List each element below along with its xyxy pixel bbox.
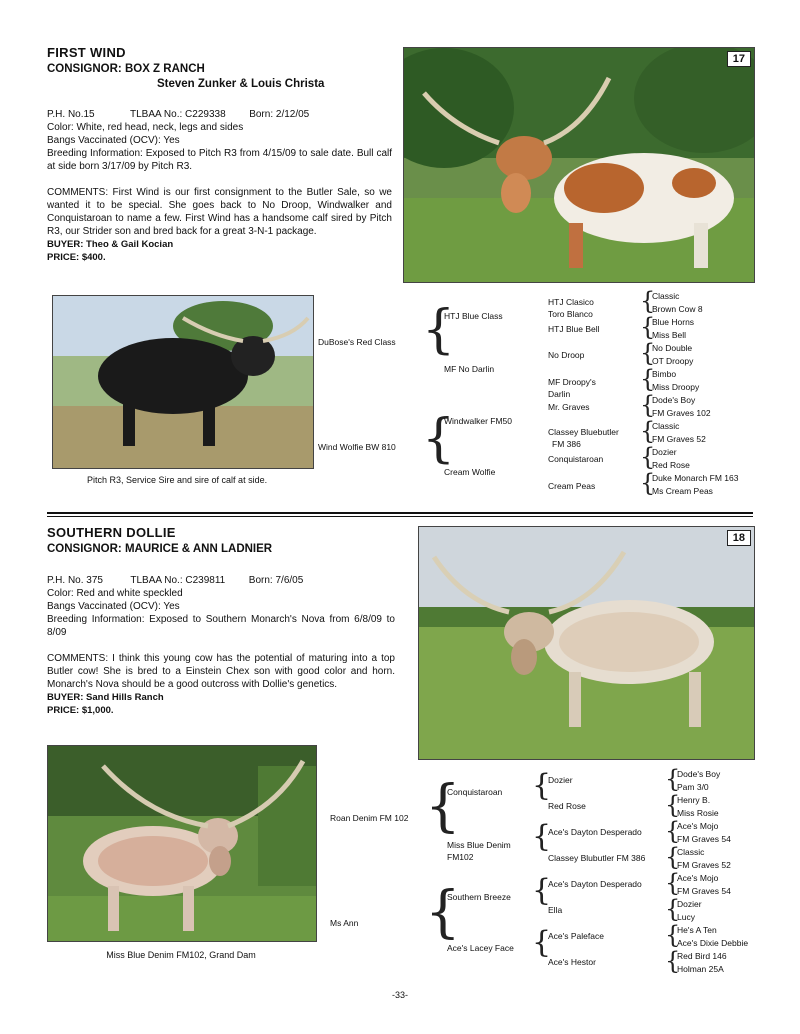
lot1-main-photo [403, 47, 755, 283]
lot1-brace-dam: { [422, 409, 456, 469]
lot1-g4-4: Miss Bell [652, 330, 687, 340]
lot2-details [47, 574, 395, 717]
lot1-cow-illustration [404, 48, 754, 282]
lot2-g2-1: Conquistaroan [447, 787, 503, 797]
lot1-g3-7: Mr. Graves [548, 402, 590, 412]
lot2-registration-line [47, 574, 395, 587]
section-divider-bottom [47, 516, 753, 517]
lot1-details [47, 108, 392, 264]
lot1-tlbaa-no: TLBAA No.: C229338 [130, 109, 226, 120]
lot2-g4-11: Dozier [677, 899, 702, 909]
lot2-title: SOUTHERN DOLLIE [47, 525, 176, 540]
lot1-g2-4: Cream Wolfie [444, 467, 496, 477]
lot2-photo-caption: Miss Blue Denim FM102, Grand Dam [106, 950, 256, 960]
lot1-brace-g4-5: { [640, 391, 656, 419]
lot1-brace-g4-1: { [640, 287, 656, 315]
lot1-dam: Wind Wolfie BW 810 [318, 442, 396, 452]
lot1-g4-1: Classic [652, 291, 680, 301]
lot2-buyer: BUYER: Sand Hills Ranch [47, 692, 164, 703]
lot1-g3-11: Cream Peas [548, 481, 596, 491]
lot1-g3-5: MF Droopy's [548, 377, 596, 387]
lot2-g4-1: Dode's Boy [677, 769, 721, 779]
lot2-brace-sire: { [425, 774, 461, 839]
lot2-g4-7: Classic [677, 847, 705, 857]
lot2-consignor: CONSIGNOR: MAURICE & ANN LADNIER [47, 543, 273, 555]
lot1-registration-line [47, 108, 392, 121]
lot2-g3-1: Dozier [548, 775, 573, 785]
section-divider-top [47, 512, 753, 514]
lot1-g4-5: No Double [652, 343, 693, 353]
lot1-number-badge: 17 [727, 51, 751, 67]
lot1-brace-g4-7: { [640, 443, 656, 471]
lot2-g3-2: Red Rose [548, 801, 586, 811]
lot1-consignor: CONSIGNOR: BOX Z RANCH [47, 63, 205, 75]
lot2-g3-6: Ella [548, 905, 563, 915]
lot2-breeding: Breeding Information: Exposed to Southern Monarch's Nova from 6/8/09 to 8/09 [47, 614, 395, 638]
lot1-ph-no: P.H. No.15 [47, 109, 95, 120]
lot2-g4-8: FM Graves 52 [677, 860, 731, 870]
lot1-g3-1: HTJ Clasico [548, 297, 594, 307]
lot2-brace-g4-6: { [665, 895, 681, 923]
lot1-g2-3: Windwalker FM50 [444, 416, 513, 426]
lot1-g2-1: HTJ Blue Class [444, 311, 503, 321]
lot1-brace-g4-8: { [640, 469, 656, 497]
lot1-g3-6: Darlin [548, 389, 571, 399]
lot2-ph-no: P.H. No. 375 [47, 575, 103, 586]
lot1-g3-10: Conquistaroan [548, 454, 604, 464]
lot2-brace-g4-5: { [665, 869, 681, 897]
lot1-price: PRICE: $400. [47, 252, 106, 263]
lot1-brace-g4-4: { [640, 365, 656, 393]
lot2-g3-7: Ace's Paleface [548, 931, 604, 941]
lot1-brace-sire: { [422, 300, 456, 360]
lot2-brace-g4-8: { [665, 947, 681, 975]
lot2-g3-8: Ace's Hestor [548, 957, 596, 967]
lot2-brace-g3-4: { [532, 925, 552, 960]
lot2-g4-6: FM Graves 54 [677, 834, 731, 844]
lot1-photo-caption: Pitch R3, Service Sire and sire of calf at side. [87, 475, 268, 485]
lot1-g4-6: OT Droopy [652, 356, 694, 366]
lot2-g2-4: Southern Breeze [447, 892, 511, 902]
lot2-g4-3: Henry B. [677, 795, 711, 805]
lot1-g4-11: Classic [652, 421, 680, 431]
lot1-color: Color: White, red head, neck, legs and sides [47, 122, 244, 133]
lot2-grand-dam-photo [47, 745, 317, 942]
lot2-main-photo [418, 526, 755, 760]
lot2-g4-16: Holman 25A [677, 964, 724, 974]
lot1-g4-14: Red Rose [652, 460, 690, 470]
lot1-g4-12: FM Graves 52 [652, 434, 706, 444]
lot2-g2-5: Ace's Lacey Face [447, 943, 514, 953]
lot2-g4-10: FM Graves 54 [677, 886, 731, 896]
lot2-comments: COMMENTS: I think this young cow has the potential of maturing into a top Butler cow! She is bred to a Einstein Chex son with good color and horn. Monarch's Nova should be a good outcross with Dollie's genetics. [47, 653, 395, 690]
lot2-cow-illustration [419, 527, 754, 759]
lot2-brace-g4-2: { [665, 791, 681, 819]
lot2-color: Color: Red and white speckled [47, 588, 183, 599]
lot1-born: Born: 2/12/05 [249, 109, 310, 120]
lot2-brace-g4-7: { [665, 921, 681, 949]
lot2-number-badge: 18 [727, 530, 751, 546]
lot1-buyer: BUYER: Theo & Gail Kocian [47, 239, 174, 250]
lot2-brace-dam: { [425, 880, 461, 945]
lot2-dam: Ms Ann [330, 918, 359, 928]
lot2-g4-13: He's A Ten [677, 925, 717, 935]
lot1-sire-illustration [53, 296, 313, 468]
lot2-g4-2: Pam 3/0 [677, 782, 709, 792]
lot2-sire: Roan Denim FM 102 [330, 813, 409, 823]
lot1-g3-2: Toro Blanco [548, 309, 593, 319]
lot1-g4-9: Dode's Boy [652, 395, 696, 405]
lot1-g4-3: Blue Horns [652, 317, 695, 327]
lot1-g3-4: No Droop [548, 350, 585, 360]
lot1-g4-16: Ms Cream Peas [652, 486, 713, 496]
lot1-g4-2: Brown Cow 8 [652, 304, 703, 314]
lot1-g2-2: MF No Darlin [444, 364, 495, 374]
lot2-bangs: Bangs Vaccinated (OCV): Yes [47, 601, 180, 612]
lot2-brace-g4-4: { [665, 843, 681, 871]
lot2-grand-dam-illustration [48, 746, 316, 941]
lot1-brace-g4-3: { [640, 339, 656, 367]
lot1-owners: Steven Zunker & Louis Christa [157, 78, 325, 90]
lot2-tlbaa-no: TLBAA No.: C239811 [130, 575, 226, 586]
lot2-g2-3: FM102 [447, 852, 474, 862]
page-number: -33- [391, 990, 408, 1000]
lot2-g4-12: Lucy [677, 912, 695, 922]
lot2-brace-g4-1: { [665, 765, 681, 793]
lot2-brace-g3-1: { [532, 768, 552, 803]
lot2-brace-g3-3: { [532, 873, 552, 908]
lot2-g4-14: Ace's Dixie Debbie [677, 938, 749, 948]
lot1-breeding: Breeding Information: Exposed to Pitch R3 from 4/15/09 to sale date. Bull calf at side born 3/17/09 by Pitch R3. [47, 148, 392, 172]
lot1-g3-9: FM 386 [552, 439, 581, 449]
lot2-g4-15: Red Bird 146 [677, 951, 727, 961]
lot1-brace-g4-6: { [640, 417, 656, 445]
lot1-g4-10: FM Graves 102 [652, 408, 711, 418]
lot1-g4-7: Bimbo [652, 369, 677, 379]
lot2-g4-5: Ace's Mojo [677, 821, 719, 831]
lot1-title: FIRST WIND [47, 45, 126, 60]
lot1-g4-15: Duke Monarch FM 163 [652, 473, 739, 483]
lot2-g4-4: Miss Rosie [677, 808, 719, 818]
lot1-sire-photo [52, 295, 314, 469]
lot2-g2-2: Miss Blue Denim [447, 840, 511, 850]
lot2-born: Born: 7/6/05 [248, 575, 304, 586]
lot1-g3-3: HTJ Blue Bell [548, 324, 600, 334]
lot2-price: PRICE: $1,000. [47, 705, 114, 716]
lot2-g3-5: Ace's Dayton Desperado [548, 879, 642, 889]
lot1-bangs: Bangs Vaccinated (OCV): Yes [47, 135, 180, 146]
lot2-g3-3: Ace's Dayton Desperado [548, 827, 642, 837]
lot1-sire: DuBose's Red Class [318, 337, 396, 347]
lot1-g3-8: Classey Bluebutler [548, 427, 619, 437]
lot2-g4-9: Ace's Mojo [677, 873, 719, 883]
lot2-g3-4: Classey Blubutler FM 386 [548, 853, 646, 863]
lot2-brace-g3-2: { [532, 819, 552, 854]
lot1-brace-g4-2: { [640, 313, 656, 341]
lot1-g4-8: Miss Droopy [652, 382, 700, 392]
lot2-brace-g4-3: { [665, 817, 681, 845]
lot1-g4-13: Dozier [652, 447, 677, 457]
lot1-comments: COMMENTS: First Wind is our first consignment to the Butler Sale, so we wanted it to be special. She goes back to No Droop, Windwalker and Conquistaroan to name a few. First Wind has a handsome calf sired by Pitch R3, our Strider son and bred back for a great 3-N-1 package. [47, 187, 392, 237]
